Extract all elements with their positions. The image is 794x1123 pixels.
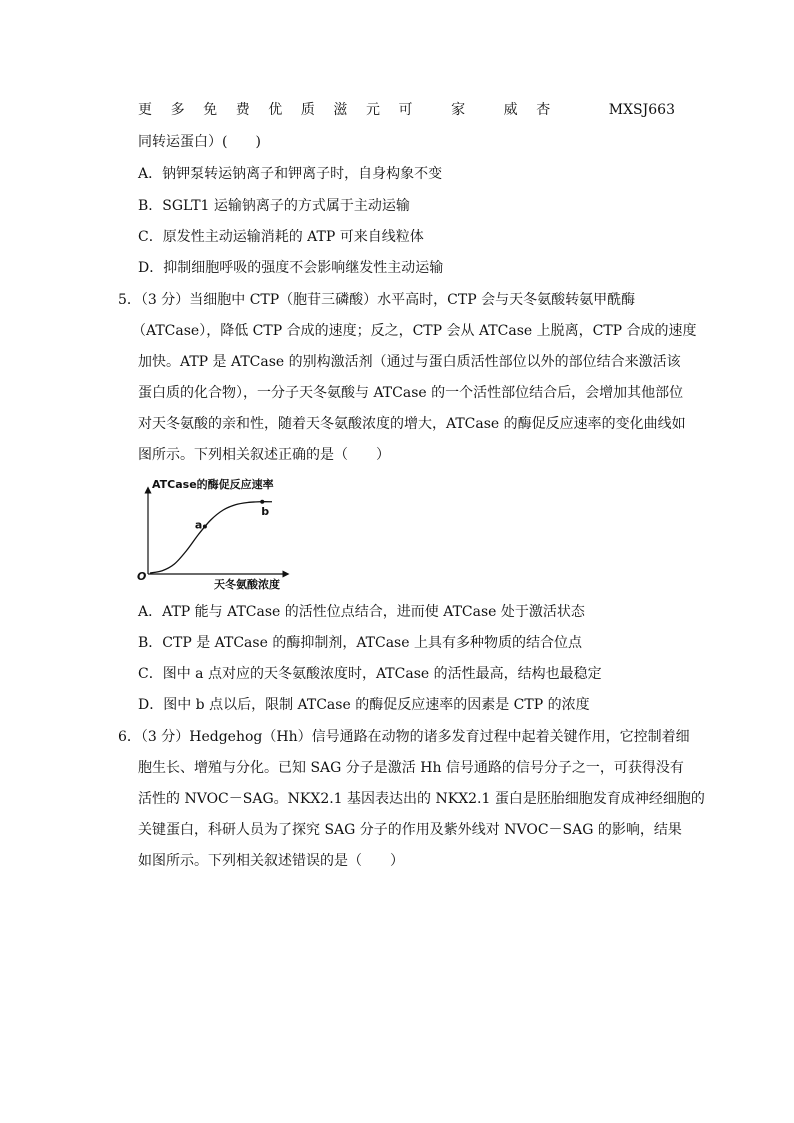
header-char: 杏 [536, 102, 551, 118]
header-char: 优 [268, 102, 283, 118]
q6-stem-line-3: 活性的 NVOC－SAG。NKX2.1 基因表达出的 NKX2.1 蛋白是胚胎细胞发育成神经细胞的 [138, 791, 705, 807]
page-header [138, 100, 675, 120]
q5-stem-line-6: 图所示。下列相关叙述正确的是（ ） [138, 447, 390, 463]
rate-curve [150, 502, 272, 573]
q5-option-d: D．图中 b 点以后，限制 ATCase 的酶促反应速率的因素是 CTP 的浓度 [138, 697, 590, 713]
header-char: 免 [203, 102, 218, 118]
q5-stem-line-2: （ATCase），降低 CTP 合成的速度；反之，CTP 会从 ATCase 上脱离，CTP 合成的速度 [132, 323, 697, 339]
q5-option-b: B．CTP 是 ATCase 的酶抑制剂，ATCase 上具有多种物质的结合位点 [138, 635, 582, 651]
q6-stem-line-5: 如图所示。下列相关叙述错误的是（ ） [138, 853, 404, 869]
q4-option-d: D．抑制细胞呼吸的强度不会影响继发性主动运输 [138, 260, 444, 276]
q5-stem-line-1: 5．（3 分）当细胞中 CTP（胞苷三磷酸）水平高时，CTP 会与天冬氨酸转氨甲酰酶 [118, 292, 636, 308]
point-label-b: b [261, 504, 270, 518]
header-char: 质 [300, 102, 315, 118]
header-char: 滋 [333, 102, 348, 118]
header-char: 威 [503, 102, 518, 118]
q5-stem-line-4: 蛋白质的化合物），一分子天冬氨酸与 ATCase 的一个活性部位结合后，会增加其他部位 [138, 385, 684, 401]
q4-continuation: 同转运蛋白）( ) [138, 134, 261, 150]
q5-option-c: C．图中 a 点对应的天冬氨酸浓度时，ATCase 的活性最高，结构也最稳定 [138, 666, 602, 682]
point-label-a: a [194, 518, 203, 532]
q4-option-a: A．钠钾泵转运钠离子和钾离子时，自身构象不变 [138, 166, 443, 182]
q6-stem-line-2: 胞生长、增殖与分化。已知 SAG 分子是激活 Hh 信号通路的信号分子之一，可获得没有 [138, 760, 684, 776]
point-b [260, 500, 264, 504]
header-char: 家 [451, 102, 466, 118]
q5-option-a: A．ATP 能与 ATCase 的活性位点结合，进而使 ATCase 处于激活状态 [138, 604, 585, 620]
header-char: 元 [365, 102, 380, 118]
header-char: 费 [235, 102, 250, 118]
point-a [203, 525, 207, 529]
q5-chart-svg [132, 474, 292, 592]
q4-option-b: B．SGLT1 运输钠离子的方式属于主动运输 [138, 198, 410, 214]
origin-label: O [137, 570, 147, 583]
x-axis-label: 天冬氨酸浓度 [214, 578, 280, 591]
q5-stem-line-3: 加快。ATP 是 ATCase 的别构激活剂（通过与蛋白质活性部位以外的部位结合来激活该 [138, 354, 681, 370]
y-axis-label: ATCase的酶促反应速率 [152, 478, 274, 491]
header-char: 更 [138, 102, 152, 118]
q6-stem-line-4: 关键蛋白，科研人员为了探究 SAG 分子的作用及紫外线对 NVOC－SAG 的影响，结果 [138, 822, 682, 838]
header-char: 可 [398, 102, 413, 118]
q5-chart [132, 474, 292, 592]
header-code: MXSJ663 [608, 102, 675, 118]
header-char: 多 [170, 102, 185, 118]
q5-stem-line-5: 对天冬氨酸的亲和性，随着天冬氨酸浓度的增大，ATCase 的酶促反应速率的变化曲线如 [138, 416, 686, 432]
q4-option-c: C．原发性主动运输消耗的 ATP 可来自线粒体 [138, 229, 424, 245]
q6-stem-line-1: 6．（3 分）Hedgehog（Hh）信号通路在动物的诸多发育过程中起着关键作用，它控制着细 [118, 729, 690, 745]
